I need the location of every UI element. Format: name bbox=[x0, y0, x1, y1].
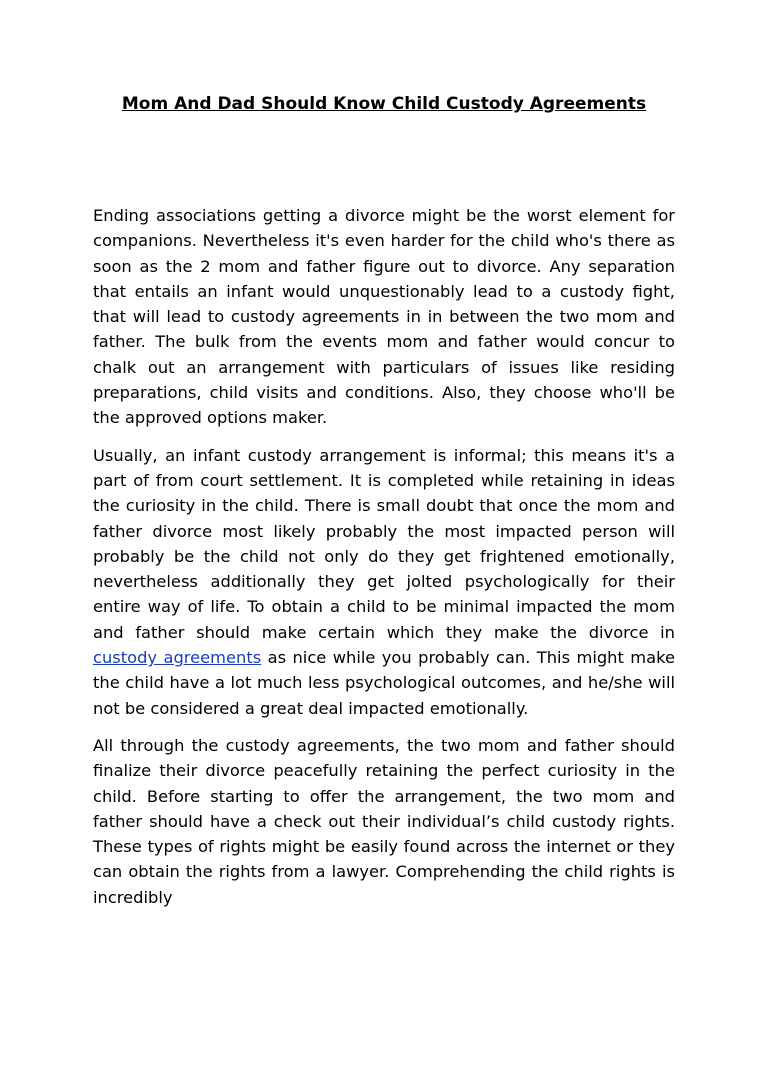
paragraph-2 bbox=[93, 443, 675, 721]
paragraph-1: Ending associations getting a divorce might be the worst element for companions. Nevertheless it's even harder for the child who's there as soon as the 2 mom and father figure out to divorce. Any separation that entails an infant would unquestionably lead to a custody fight, that will lead to custody agreements in in between the two mom and father. The bulk from the events mom and father would concur to chalk out an arrangement with particulars of issues like residing preparations, child visits and conditions. Also, they choose who'll be the approved options maker. bbox=[93, 206, 675, 428]
paragraph-2-text-before-link: Usually, an infant custody arrangement is informal; this means it's a part of from court settlement. It is completed while retaining in ideas the curiosity in the child. There is small doubt that once the mom and father divorce most likely probably the most impacted person will probably be the child not only do they get frightened emotionally, nevertheless additionally they get jolted psychologically for their entire way of life. To obtain a child to be minimal impacted the mom and father should make certain which they make the divorce in bbox=[93, 445, 675, 642]
document-body bbox=[93, 203, 675, 922]
custody-agreements-link[interactable]: custody agreements bbox=[93, 648, 262, 668]
document-title: Mom And Dad Should Know Child Custody Agreements bbox=[121, 94, 647, 114]
paragraph-2-text-after-link: as nice while you probably can. This might make the child have a lot much less psychological outcomes, and he/she will not be considered a great deal impacted emotionally. bbox=[93, 648, 675, 718]
paragraph-3: All through the custody agreements, the two mom and father should finalize their divorce peacefully retaining the perfect curiosity in the child. Before starting to offer the arrangement, the two mom and father should have a check out their individual’s child custody rights. These types of rights might be easily found across the internet or they can obtain the rights from a lawyer. Comprehending the child rights is incredibly bbox=[93, 735, 675, 907]
